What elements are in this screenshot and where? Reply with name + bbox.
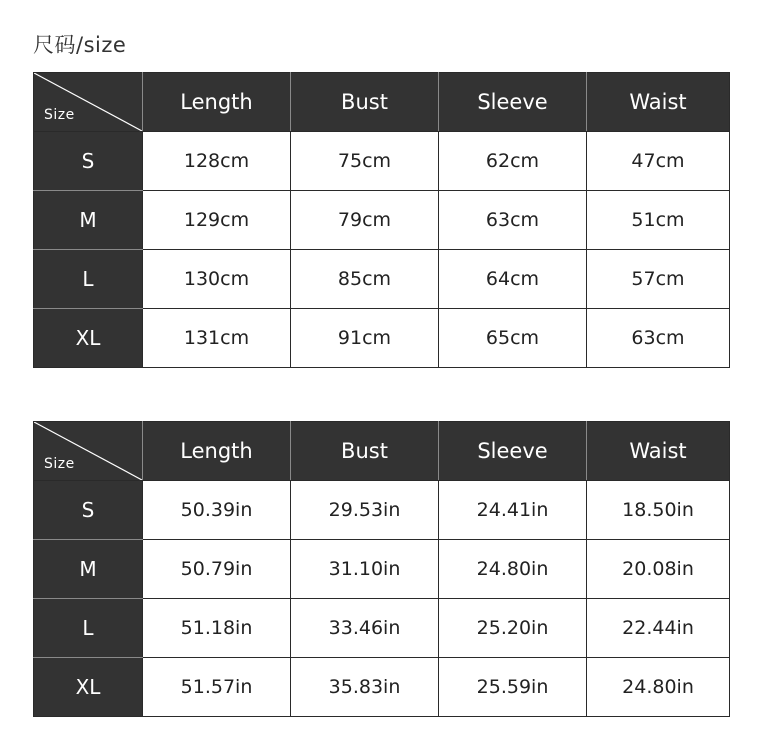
- table-cell: 64cm: [439, 250, 587, 309]
- table-row: [34, 309, 730, 368]
- table-cell: 25.20in: [439, 599, 587, 658]
- table-cell: 63cm: [439, 191, 587, 250]
- table-row: [34, 250, 730, 309]
- column-header-bust: Bust: [291, 73, 439, 132]
- row-header-size: S: [34, 132, 143, 191]
- header-row: [34, 73, 730, 132]
- table-cell: 57cm: [587, 250, 730, 309]
- column-header-length: Length: [143, 73, 291, 132]
- table-cell: 131cm: [143, 309, 291, 368]
- table-cell: 65cm: [439, 309, 587, 368]
- table-cell: 130cm: [143, 250, 291, 309]
- table-row: [34, 132, 730, 191]
- table-cell: 22.44in: [587, 599, 730, 658]
- table-cell: 62cm: [439, 132, 587, 191]
- table-row: [34, 599, 730, 658]
- row-header-size: XL: [34, 309, 143, 368]
- table-cell: 51.18in: [143, 599, 291, 658]
- page-title: 尺码/size: [33, 33, 127, 57]
- table-cell: 85cm: [291, 250, 439, 309]
- row-header-size: S: [34, 481, 143, 540]
- row-header-size: XL: [34, 658, 143, 717]
- table-cell: 47cm: [587, 132, 730, 191]
- column-header-bust: Bust: [291, 422, 439, 481]
- corner-cell: [34, 422, 143, 481]
- table-cell: 75cm: [291, 132, 439, 191]
- table-row: [34, 481, 730, 540]
- table-cell: 33.46in: [291, 599, 439, 658]
- row-header-size: L: [34, 250, 143, 309]
- table-cell: 24.41in: [439, 481, 587, 540]
- table-cell: 51cm: [587, 191, 730, 250]
- table-cell: 25.59in: [439, 658, 587, 717]
- size-table-in: [33, 421, 730, 717]
- column-header-length: Length: [143, 422, 291, 481]
- table-cell: 50.39in: [143, 481, 291, 540]
- table-cell: 51.57in: [143, 658, 291, 717]
- table-cell: 128cm: [143, 132, 291, 191]
- column-header-sleeve: Sleeve: [439, 73, 587, 132]
- table-row: [34, 658, 730, 717]
- table-row: [34, 191, 730, 250]
- table-cell: 79cm: [291, 191, 439, 250]
- column-header-sleeve: Sleeve: [439, 422, 587, 481]
- corner-label: Size: [44, 107, 75, 123]
- table-cell: 24.80in: [587, 658, 730, 717]
- header-row: [34, 422, 730, 481]
- table-cell: 63cm: [587, 309, 730, 368]
- table-cell: 31.10in: [291, 540, 439, 599]
- corner-label: Size: [44, 456, 75, 472]
- table-cell: 91cm: [291, 309, 439, 368]
- table-cell: 29.53in: [291, 481, 439, 540]
- table-cell: 35.83in: [291, 658, 439, 717]
- table-cell: 24.80in: [439, 540, 587, 599]
- row-header-size: L: [34, 599, 143, 658]
- column-header-waist: Waist: [587, 422, 730, 481]
- table-row: [34, 540, 730, 599]
- table-cell: 50.79in: [143, 540, 291, 599]
- column-header-waist: Waist: [587, 73, 730, 132]
- table-cell: 18.50in: [587, 481, 730, 540]
- table-cell: 20.08in: [587, 540, 730, 599]
- row-header-size: M: [34, 191, 143, 250]
- row-header-size: M: [34, 540, 143, 599]
- table-cell: 129cm: [143, 191, 291, 250]
- corner-cell: [34, 73, 143, 132]
- size-table-cm: [33, 72, 730, 368]
